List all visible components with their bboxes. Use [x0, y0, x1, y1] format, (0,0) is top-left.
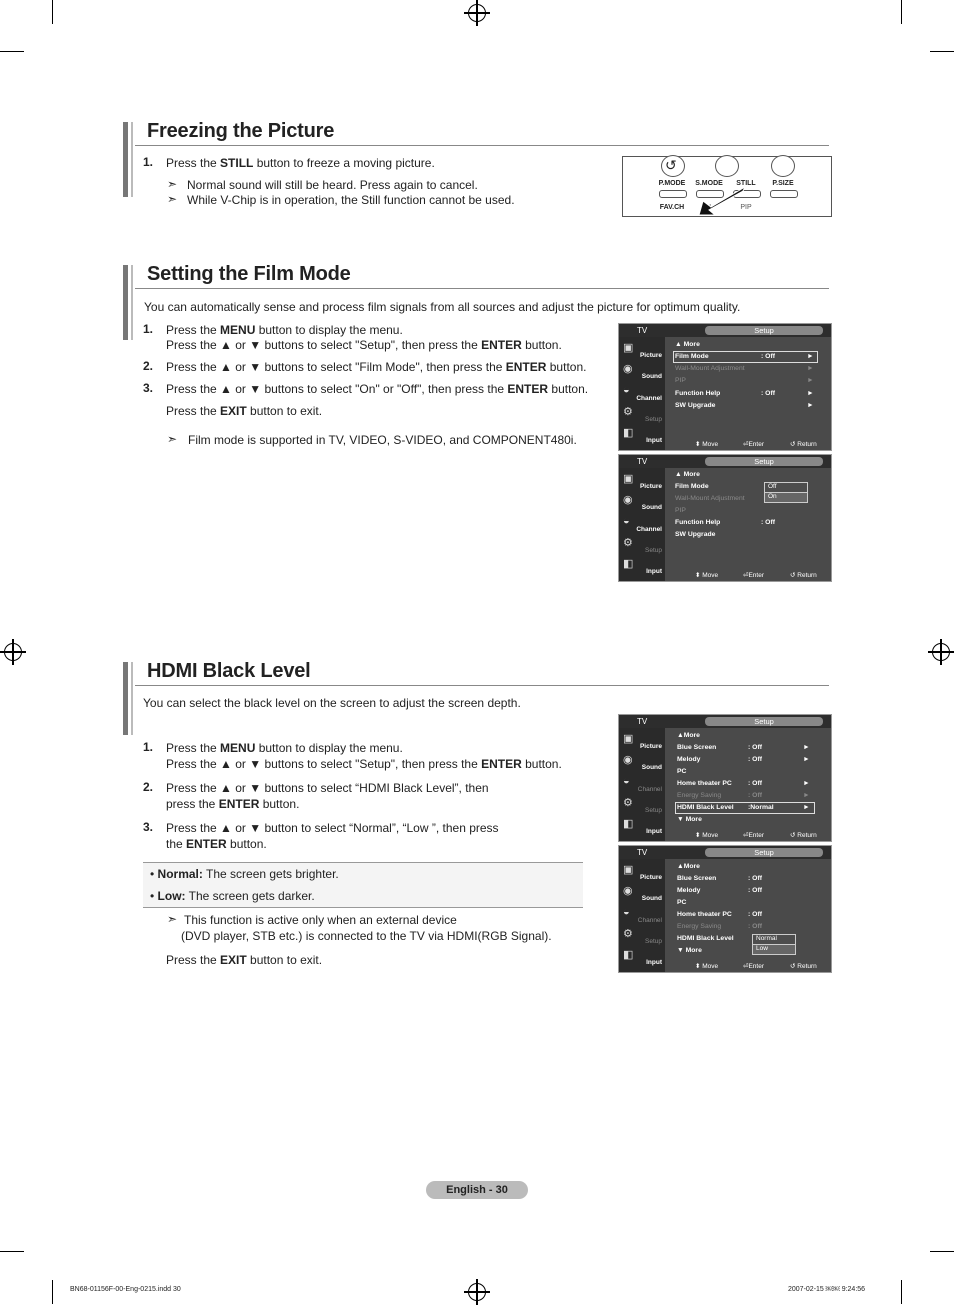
- sound-icon: ◉: [623, 363, 633, 375]
- box-rule: [143, 907, 583, 908]
- osd-row: Melody: [677, 887, 701, 894]
- osd-tv-label: TV: [637, 457, 648, 466]
- osd-value: : Off: [748, 887, 762, 894]
- arrow-right-icon: ►: [807, 390, 814, 397]
- osd-side-item: ▣ Picture: [623, 864, 662, 881]
- note-arrow-icon: ➣: [167, 432, 178, 446]
- sound-icon: ◉: [623, 754, 633, 766]
- osd-row: ▲More: [677, 863, 700, 870]
- osd-header: Setup: [705, 717, 823, 726]
- remote-control-illustration: [622, 156, 832, 217]
- osd-side-item: ◉ Sound: [623, 754, 662, 771]
- crop-mark: [930, 51, 954, 52]
- arrow-right-icon: ►: [807, 377, 814, 384]
- section-bar: [123, 122, 128, 197]
- sound-icon: ◉: [623, 494, 633, 506]
- osd-row: Film Mode: [675, 353, 709, 360]
- osd-value: : Off: [748, 911, 762, 918]
- registration-mark-icon: [468, 4, 486, 22]
- return-icon: ↺: [665, 157, 677, 173]
- osd-row: SW Upgrade: [675, 402, 716, 409]
- remote-key-label: PIP: [740, 204, 752, 211]
- osd-value: : Off: [761, 353, 775, 360]
- osd-row: ▲More: [677, 732, 700, 739]
- osd-row: Function Help: [675, 519, 721, 526]
- section-title-hdmi: HDMI Black Level: [147, 660, 311, 682]
- osd-row: Wall-Mount Adjustment: [675, 365, 745, 372]
- osd-row: Blue Screen: [677, 875, 717, 882]
- registration-mark-icon: [468, 1283, 486, 1301]
- osd-return: ↺ Return: [790, 441, 817, 448]
- section-rule: [135, 288, 829, 289]
- osd-side-item: ◧ Input: [623, 949, 662, 966]
- sound-icon: ◉: [623, 885, 633, 897]
- setup-icon: ⚙: [623, 928, 633, 940]
- section-title-film: Setting the Film Mode: [147, 263, 351, 285]
- hdmi-note-b: (DVD player, STB etc.) is connected to the TV via HDMI(RGB Signal).: [181, 929, 552, 943]
- osd-side-item: ◉ Sound: [623, 494, 662, 511]
- remote-key-label: S.MODE: [695, 180, 723, 187]
- osd-side-item: ◉ Sound: [623, 363, 662, 380]
- picture-icon: ▣: [623, 733, 634, 745]
- registration-mark-icon: [4, 643, 22, 661]
- section-bar: [131, 265, 133, 340]
- osd-row: Energy Saving: [677, 923, 722, 930]
- osd-footer: ⬍ Move ⏎Enter ↺ Return: [695, 963, 817, 970]
- remote-key-label: P.MODE: [658, 180, 686, 187]
- freeze-note-2: While V-Chip is in operation, the Still function cannot be used.: [187, 193, 515, 207]
- step-number: 3.: [143, 381, 154, 395]
- remote-key-icon: [659, 190, 687, 198]
- osd-value: : Off: [748, 780, 762, 787]
- osd-value: : Off: [761, 390, 775, 397]
- step-number: 1.: [143, 740, 154, 754]
- osd-row: Melody: [677, 756, 701, 763]
- arrow-right-icon: ►: [803, 744, 810, 751]
- arrow-right-icon: ►: [807, 402, 814, 409]
- film-step-2: Press the ▲ or ▼ buttons to select "Film Mode", then press the ENTER button.: [166, 360, 587, 374]
- osd-row: Home theater PC: [677, 780, 732, 787]
- osd-side-item: ◧ Input: [623, 818, 662, 835]
- arrow-right-icon: ►: [803, 756, 810, 763]
- osd-side-item: ◒ Channel: [623, 775, 662, 793]
- pointer-arrow-icon: [697, 185, 747, 217]
- osd-header: Setup: [705, 457, 823, 466]
- arrow-right-icon: ►: [803, 804, 810, 811]
- osd-value: : Off: [748, 744, 762, 751]
- film-exit: Press the EXIT button to exit.: [166, 404, 323, 418]
- osd-move: ⬍ Move: [695, 441, 719, 448]
- input-icon: ◧: [623, 558, 634, 570]
- osd-tv-label: TV: [637, 717, 648, 726]
- osd-footer: ⬍ Move ⏎Enter ↺ Return: [695, 572, 817, 579]
- osd-row: Wall-Mount Adjustment: [675, 495, 745, 502]
- osd-header: Setup: [705, 326, 823, 335]
- osd-tv-label: TV: [637, 326, 648, 335]
- picture-icon: ▣: [623, 342, 634, 354]
- note-arrow-icon: ➣: [167, 192, 178, 206]
- crop-mark: [901, 1280, 902, 1304]
- input-icon: ◧: [623, 427, 634, 439]
- osd-row: Energy Saving: [677, 792, 722, 799]
- crop-mark: [52, 1280, 53, 1304]
- osd-side-item: ▣ Picture: [623, 733, 662, 750]
- osd-header: Setup: [705, 848, 823, 857]
- remote-button-icon: [771, 155, 795, 177]
- film-note: Film mode is supported in TV, VIDEO, S-VIDEO, and COMPONENT480i.: [188, 433, 577, 447]
- osd-enter: ⏎Enter: [743, 441, 764, 448]
- osd-row: PIP: [675, 507, 686, 514]
- freeze-step-1: Press the STILL button to freeze a moving picture.: [166, 156, 435, 170]
- osd-side-item: ◒ Channel: [623, 384, 662, 402]
- osd-tv-label: TV: [637, 848, 648, 857]
- osd-row: Blue Screen: [677, 744, 717, 751]
- osd-side-item: ▣ Picture: [623, 342, 662, 359]
- osd-value: : Off: [748, 756, 762, 763]
- film-step-1b: Press the ▲ or ▼ buttons to select "Setup", then press the ENTER button.: [166, 338, 562, 352]
- bullet-low: • Low: The screen gets darker.: [150, 889, 315, 903]
- input-icon: ◧: [623, 818, 634, 830]
- osd-dropdown-option: Off: [764, 482, 808, 493]
- remote-button-icon: [715, 155, 739, 177]
- step-number: 2.: [143, 359, 154, 373]
- osd-row: HDMI Black Level: [677, 935, 734, 942]
- arrow-right-icon: ►: [807, 365, 814, 372]
- osd-row: PIP: [675, 377, 686, 384]
- page-number-badge: English - 30: [426, 1181, 528, 1199]
- osd-side-item: ▣ Picture: [623, 473, 662, 490]
- section-bar: [123, 662, 128, 735]
- osd-hdmi-menu-2: [618, 845, 832, 973]
- note-arrow-icon: ➣: [167, 912, 178, 926]
- osd-dropdown-option: On: [764, 492, 808, 503]
- osd-side-item: ⚙ Setup: [623, 406, 662, 423]
- arrow-right-icon: ►: [803, 780, 810, 787]
- input-icon: ◧: [623, 949, 634, 961]
- osd-side-item: ◒ Channel: [623, 515, 662, 533]
- osd-row: Home theater PC: [677, 911, 732, 918]
- osd-row: Film Mode: [675, 483, 709, 490]
- crop-mark: [930, 1251, 954, 1252]
- print-date: 2007-02-15 ￼￼ 9:24:56: [788, 1286, 866, 1293]
- osd-dropdown-option: Normal: [752, 934, 796, 945]
- setup-icon: ⚙: [623, 797, 633, 809]
- remote-key-icon: [770, 190, 798, 198]
- arrow-right-icon: ►: [803, 792, 810, 799]
- film-step-3: Press the ▲ or ▼ buttons to select "On" or "Off", then press the ENTER button.: [166, 382, 589, 396]
- crop-mark: [901, 0, 902, 24]
- file-name: BN68-01156F-00-Eng-0215.indd 30: [70, 1286, 181, 1293]
- osd-dropdown-option: Low: [752, 944, 796, 955]
- film-step-1: Press the MENU button to display the menu.: [166, 323, 403, 337]
- hdmi-intro: You can select the black level on the screen to adjust the screen depth.: [143, 696, 521, 710]
- osd-footer: [665, 440, 831, 450]
- hdmi-note-a: This function is active only when an external device: [184, 913, 457, 927]
- bullet-normal: • Normal: The screen gets brighter.: [150, 867, 339, 881]
- osd-value: :Normal: [748, 804, 774, 811]
- osd-side-item: ◧ Input: [623, 427, 662, 444]
- remote-key-label: FAV.CH: [659, 204, 685, 211]
- osd-row: ▲ More: [675, 341, 700, 348]
- hdmi-step-3b: the ENTER button.: [166, 837, 267, 851]
- box-rule: [143, 862, 583, 863]
- picture-icon: ▣: [623, 864, 634, 876]
- channel-icon: ◒: [623, 384, 630, 396]
- hdmi-step-2: Press the ▲ or ▼ buttons to select “HDMI Black Level”, then: [166, 781, 489, 795]
- setup-icon: ⚙: [623, 537, 633, 549]
- section-bar: [123, 265, 128, 340]
- section-rule: [135, 145, 829, 146]
- step-number: 1.: [143, 322, 154, 336]
- osd-film-menu-1: [618, 323, 832, 451]
- hdmi-step-3: Press the ▲ or ▼ button to select “Normal”, “Low ”, then press: [166, 821, 499, 835]
- hdmi-step-1: Press the MENU button to display the menu.: [166, 741, 403, 755]
- osd-hdmi-menu-1: [618, 714, 832, 842]
- remote-key-label: P.SIZE: [772, 180, 794, 187]
- channel-icon: ◒: [623, 906, 630, 918]
- osd-row: ▲ More: [675, 471, 700, 478]
- hdmi-step-2b: press the ENTER button.: [166, 797, 300, 811]
- section-title-freeze: Freezing the Picture: [147, 120, 335, 142]
- channel-icon: ◒: [623, 515, 630, 527]
- osd-value: : Off: [748, 923, 762, 930]
- osd-value: : Off: [761, 519, 775, 526]
- step-number: 2.: [143, 780, 154, 794]
- channel-icon: ◒: [623, 775, 630, 787]
- step-number: 1.: [143, 155, 154, 169]
- crop-mark: [52, 0, 53, 24]
- section-bar: [131, 122, 133, 197]
- remote-key-label: STILL: [736, 180, 756, 187]
- osd-value: : Off: [748, 875, 762, 882]
- arrow-right-icon: ►: [807, 353, 814, 360]
- picture-icon: ▣: [623, 473, 634, 485]
- note-arrow-icon: ➣: [167, 177, 178, 191]
- osd-row: PC: [677, 899, 687, 906]
- film-intro: You can automatically sense and process film signals from all sources and adjust the picture for optimum quality.: [144, 300, 741, 314]
- osd-row: ▼ More: [677, 816, 702, 823]
- osd-side-item: ◒ Channel: [623, 906, 662, 924]
- hdmi-step-1b: Press the ▲ or ▼ buttons to select "Setup", then press the ENTER button.: [166, 757, 562, 771]
- osd-row: SW Upgrade: [675, 531, 716, 538]
- crop-mark: [0, 1251, 24, 1252]
- step-number: 3.: [143, 820, 154, 834]
- registration-mark-icon: [932, 643, 950, 661]
- osd-side-item: ◉ Sound: [623, 885, 662, 902]
- osd-side-item: ⚙ Setup: [623, 928, 662, 945]
- osd-row: Function Help: [675, 390, 721, 397]
- hdmi-exit: Press the EXIT button to exit.: [166, 953, 323, 967]
- osd-row: ▼ More: [677, 947, 702, 954]
- freeze-note-1: Normal sound will still be heard. Press again to cancel.: [187, 178, 478, 192]
- section-rule: [135, 685, 829, 686]
- osd-film-menu-2: [618, 454, 832, 582]
- osd-side-item: ◧ Input: [623, 558, 662, 575]
- osd-row: PC: [677, 768, 687, 775]
- setup-icon: ⚙: [623, 406, 633, 418]
- crop-mark: [0, 51, 24, 52]
- osd-side-item: ⚙ Setup: [623, 537, 662, 554]
- section-bar: [131, 662, 133, 735]
- osd-row: HDMI Black Level: [677, 804, 734, 811]
- osd-value: : Off: [748, 792, 762, 799]
- osd-footer: ⬍ Move ⏎Enter ↺ Return: [695, 832, 817, 839]
- osd-side-item: ⚙ Setup: [623, 797, 662, 814]
